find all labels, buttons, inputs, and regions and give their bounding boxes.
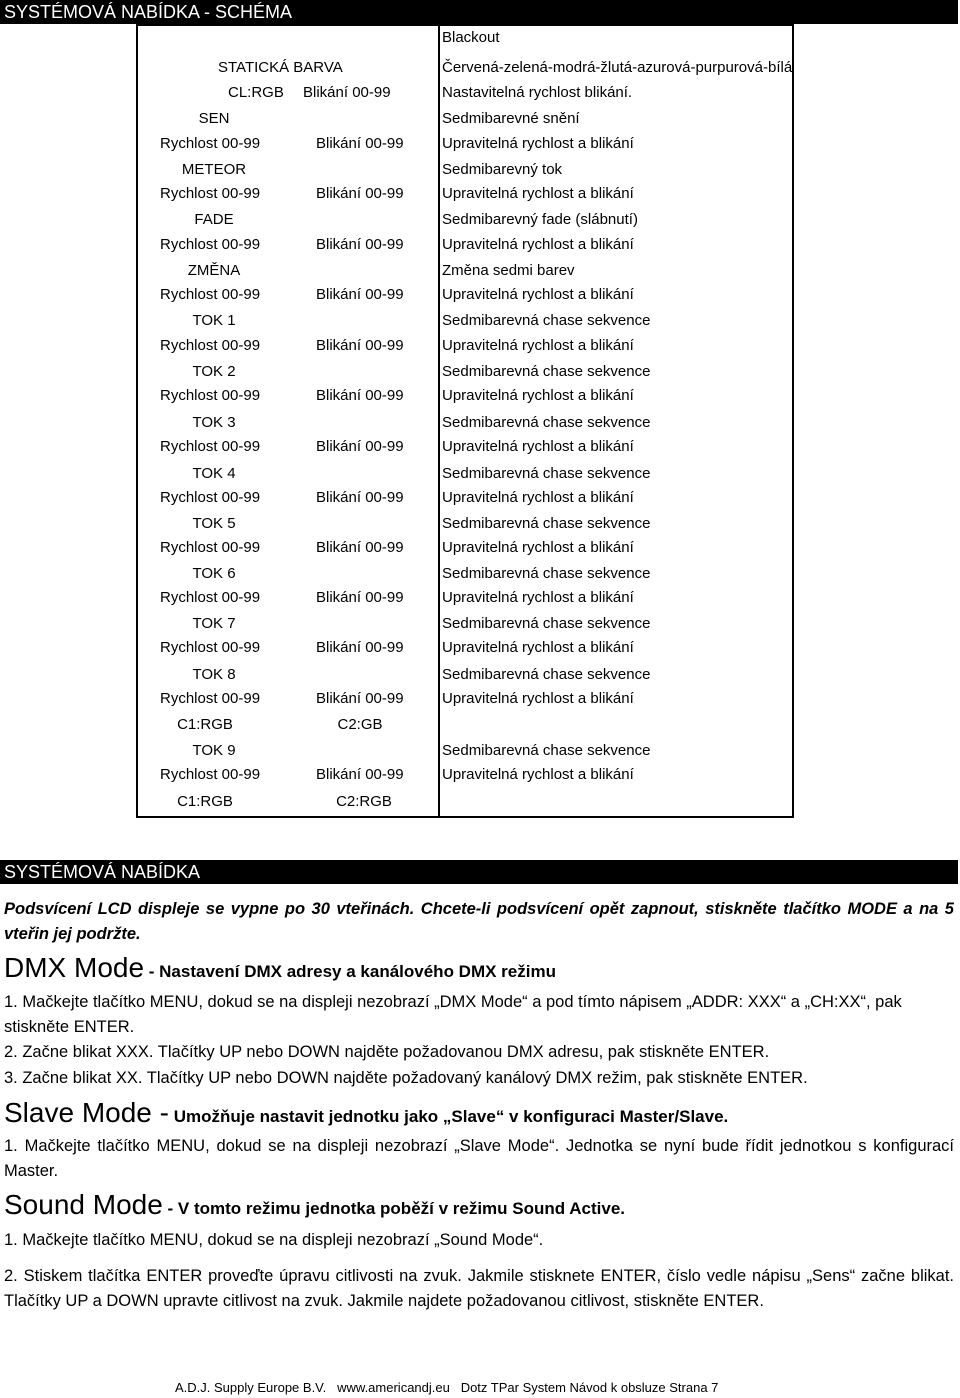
mode-desc: Sedmibarevný fade (slábnutí) <box>442 211 638 228</box>
mode-flash: Blikání 00-99 <box>316 438 404 455</box>
dmx-step-3: 3. Začne blikat XX. Tlačítky UP nebo DOWN najděte požadovaný kanálový DMX režim, pak stiskněte ENTER. <box>4 1069 808 1087</box>
mode-flash: Blikání 00-99 <box>316 489 404 506</box>
section-title: SYSTÉMOVÁ NABÍDKA <box>4 862 201 882</box>
mode-desc2: Upravitelná rychlost a blikání <box>442 489 634 506</box>
mode-speed: Rychlost 00-99 <box>160 286 261 303</box>
dmx-mode-title: DMX Mode <box>4 952 145 983</box>
mode-desc: Sedmibarevný tok <box>442 161 563 178</box>
mode-name: TOK 8 <box>192 666 236 683</box>
static-color-param: CL:RGB <box>228 84 284 101</box>
mode-desc: Sedmibarevná chase sekvence <box>442 742 651 759</box>
mode-desc2: Upravitelná rychlost a blikání <box>442 438 634 455</box>
mode-name: TOK 6 <box>192 565 236 582</box>
footer-company: A.D.J. Supply Europe B.V. <box>175 1380 327 1395</box>
slave-mode-subtitle: Umožňuje nastavit jednotku jako „Slave“ v konfiguraci Master/Slave. <box>168 1107 729 1126</box>
slave-mode-title: Slave Mode - <box>4 1097 169 1128</box>
mode-name: TOK 9 <box>192 742 236 759</box>
mode-desc: Sedmibarevná chase sekvence <box>442 312 651 329</box>
mode-desc2: Upravitelná rychlost a blikání <box>442 337 634 354</box>
page-footer <box>175 1380 718 1396</box>
color1-param: C1:RGB <box>177 793 233 810</box>
static-color-desc: Červená-zelená-modrá-žlutá-azurová-purpurová-bílá <box>442 59 793 76</box>
mode-flash: Blikání 00-99 <box>316 539 404 556</box>
mode-name: TOK 2 <box>192 363 236 380</box>
schema-header-bar <box>0 0 958 24</box>
mode-flash: Blikání 00-99 <box>316 766 404 783</box>
mode-desc2: Upravitelná rychlost a blikání <box>442 766 634 783</box>
schema-title: SYSTÉMOVÁ NABÍDKA - SCHÉMA <box>4 2 293 22</box>
mode-flash: Blikání 00-99 <box>316 337 404 354</box>
mode-desc: Sedmibarevné snění <box>442 110 580 127</box>
mode-desc: Sedmibarevná chase sekvence <box>442 414 651 431</box>
mode-desc2: Upravitelná rychlost a blikání <box>442 387 634 404</box>
mode-flash: Blikání 00-99 <box>316 690 404 707</box>
mode-speed: Rychlost 00-99 <box>160 589 261 606</box>
footer-url: www.americandj.eu <box>337 1380 450 1395</box>
blackout-label: Blackout <box>442 29 500 46</box>
sound-step-2: 2. Stiskem tlačítka ENTER proveďte úpravu citlivosti na zvuk. Jakmile stisknete ENTER, číslo vedle nápisu „Sens“ začne blikat. Tlačítky UP a DOWN upravte citlivost na zvuk. Jakmile najdete požadovanou citlivost, stiskněte ENTER. <box>4 1267 954 1310</box>
sound-mode-subtitle: - V tomto režimu jednotka poběží v režimu Sound Active. <box>162 1199 626 1218</box>
dmx-mode-heading <box>4 951 954 985</box>
mode-name: TOK 4 <box>192 465 236 482</box>
static-color-desc2: Nastavitelná rychlost blikání. <box>442 84 633 101</box>
mode-name: TOK 7 <box>192 615 236 632</box>
mode-flash: Blikání 00-99 <box>316 387 404 404</box>
mode-name: METEOR <box>181 161 247 178</box>
mode-speed: Rychlost 00-99 <box>160 135 261 152</box>
mode-flash: Blikání 00-99 <box>316 286 404 303</box>
slave-step-1: 1. Mačkejte tlačítko MENU, dokud se na displeji nezobrazí „Slave Mode“. Jednotka se nyní bude řídit jednotkou s konfigurací Master. <box>4 1137 954 1180</box>
mode-desc2: Upravitelná rychlost a blikání <box>442 690 634 707</box>
mode-speed: Rychlost 00-99 <box>160 639 261 656</box>
color1-param: C1:RGB <box>177 716 233 733</box>
mode-desc2: Upravitelná rychlost a blikání <box>442 236 634 253</box>
menu-schema-table <box>136 24 794 818</box>
mode-name: SEN <box>198 110 230 127</box>
mode-flash: Blikání 00-99 <box>316 639 404 656</box>
slave-mode-heading <box>4 1096 954 1130</box>
mode-name: TOK 5 <box>192 515 236 532</box>
mode-desc: Sedmibarevná chase sekvence <box>442 363 651 380</box>
mode-speed: Rychlost 00-99 <box>160 766 261 783</box>
mode-speed: Rychlost 00-99 <box>160 337 261 354</box>
static-color-flash: Blikání 00-99 <box>303 84 391 101</box>
sound-mode-title: Sound Mode <box>4 1189 163 1220</box>
mode-desc: Sedmibarevná chase sekvence <box>442 515 651 532</box>
mode-flash: Blikání 00-99 <box>316 185 404 202</box>
dmx-mode-subtitle: - Nastavení DMX adresy a kanálového DMX režimu <box>144 962 556 981</box>
column-divider <box>438 26 440 816</box>
mode-desc2: Upravitelná rychlost a blikání <box>442 589 634 606</box>
mode-name: FADE <box>194 211 234 228</box>
mode-speed: Rychlost 00-99 <box>160 185 261 202</box>
mode-speed: Rychlost 00-99 <box>160 690 261 707</box>
mode-speed: Rychlost 00-99 <box>160 387 261 404</box>
mode-desc2: Upravitelná rychlost a blikání <box>442 286 634 303</box>
mode-desc: Sedmibarevná chase sekvence <box>442 565 651 582</box>
mode-speed: Rychlost 00-99 <box>160 236 261 253</box>
mode-desc: Sedmibarevná chase sekvence <box>442 465 651 482</box>
color2-param: C2:GB <box>337 716 383 733</box>
mode-speed: Rychlost 00-99 <box>160 489 261 506</box>
mode-desc2: Upravitelná rychlost a blikání <box>442 185 634 202</box>
mode-desc: Změna sedmi barev <box>442 262 575 279</box>
mode-desc: Sedmibarevná chase sekvence <box>442 615 651 632</box>
mode-flash: Blikání 00-99 <box>316 135 404 152</box>
mode-desc2: Upravitelná rychlost a blikání <box>442 539 634 556</box>
mode-desc2: Upravitelná rychlost a blikání <box>442 135 634 152</box>
static-color-name: STATICKÁ BARVA <box>218 59 343 76</box>
mode-flash: Blikání 00-99 <box>316 589 404 606</box>
mode-name: TOK 3 <box>192 414 236 431</box>
mode-flash: Blikání 00-99 <box>316 236 404 253</box>
color2-param: C2:RGB <box>336 793 392 810</box>
sound-mode-heading <box>4 1188 954 1222</box>
lcd-backlight-note: Podsvícení LCD displeje se vypne po 30 vteřinách. Chcete-li podsvícení opět zapnout, stiskněte tlačítko MODE a na 5 vteřin jej podržte. <box>4 900 954 943</box>
mode-speed: Rychlost 00-99 <box>160 539 261 556</box>
mode-name: TOK 1 <box>192 312 236 329</box>
mode-speed: Rychlost 00-99 <box>160 438 261 455</box>
system-menu-header-bar <box>0 860 958 884</box>
mode-desc2: Upravitelná rychlost a blikání <box>442 639 634 656</box>
mode-desc: Sedmibarevná chase sekvence <box>442 666 651 683</box>
dmx-step-1: 1. Mačkejte tlačítko MENU, dokud se na displeji nezobrazí „DMX Mode“ a pod tímto nápisem „ADDR: XXX“ a „CH:XX“, pak stiskněte ENTER. <box>4 993 902 1036</box>
dmx-step-2: 2. Začne blikat XXX. Tlačítky UP nebo DOWN najděte požadovanou DMX adresu, pak stiskněte ENTER. <box>4 1043 770 1061</box>
footer-doc: Dotz TPar System Návod k obsluze Strana 7 <box>460 1380 719 1395</box>
sound-step-1: 1. Mačkejte tlačítko MENU, dokud se na displeji nezobrazí „Sound Mode“. <box>4 1231 544 1249</box>
mode-name: ZMĚNA <box>187 262 241 279</box>
